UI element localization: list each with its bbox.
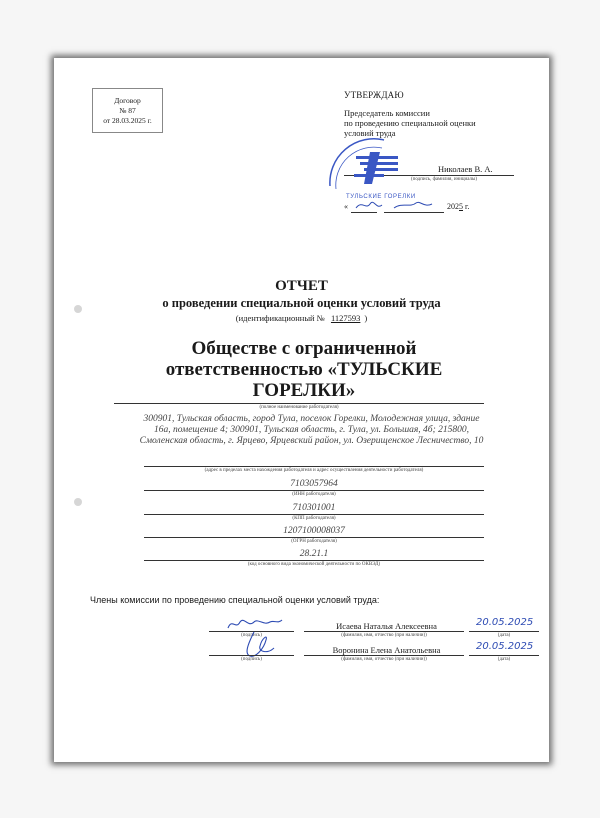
employer-kpp-caption: (КПП работодателя) [292,516,336,521]
employer-name: Обществе с ограниченной ответственностью «ТУЛЬСКИЕ ГОРЕЛКИ» [165,338,443,401]
approval-line-3: условий труда [344,128,396,138]
approval-block [344,90,476,138]
member-2-sign-line [209,655,294,656]
approval-heading: УТВЕРЖДАЮ [344,90,404,100]
employer-name-line [114,403,484,404]
report-title: ОТЧЕТ [275,278,328,294]
employer-address-caption: (адрес в пределах места нахождения работодателя и адрес осуществления деятельности работодателя) [204,468,424,473]
approval-date-year [447,202,469,211]
report-id-suffix: ) [364,313,368,323]
contract-label: Договор [114,96,141,105]
member-2-name-caption: (фамилия, имя, отчество (при наличии)) [341,657,427,662]
report-id-prefix: (идентификационный № [235,313,325,323]
contract-date: от 28.03.2025 г. [103,116,152,125]
employer-address: 300901, Тульская область, город Тула, поселок Горелки, Молодежная улица, здание 16а, помещение 4; 300901, Тульская область, г. Тула, ул. Большая, 4б; 215800, Смоленская область, г. Ярцево, Ярцевский район, ул. Озерищенское Лесничество, 10 [139,414,484,446]
employer-okved-caption: (код основного вида экономической деятельности по ОКВЭД) [247,562,381,567]
member-2-date: 20.05.2025 [476,641,534,652]
employer-ogrn-caption: (ОГРН работодателя) [291,539,337,544]
member-2-date-caption: (дата) [497,657,511,662]
employer-ogrn-line [144,537,484,538]
employer-okved: 28.21.1 [299,549,329,559]
chairman-signature [354,196,444,214]
employer-inn: 7103057964 [290,479,338,489]
report-id [54,313,549,323]
employer-name-caption: (полное наименование работодателя) [259,405,339,410]
employer-inn-line [144,490,484,491]
member-1-date-line [469,631,539,632]
punch-hole-bottom [74,498,82,506]
report-subtitle: о проведении специальной оценки условий труда [162,296,441,310]
member-2-sign-caption: (подпись) [241,657,262,662]
employer-address-line [144,466,484,467]
approval-name-caption: (подпись, фамилия, инициалы) [410,177,478,182]
approval-line-1: Председатель комиссии [344,108,430,118]
employer-inn-caption: (ИНН работодателя) [292,492,336,497]
company-stamp [324,134,424,204]
commission-heading: Члены комиссии по проведению специальной оценки условий труда: [90,595,380,605]
approval-name: Николаев В. А. [438,164,493,174]
approval-date-year-digit: 5 [459,202,463,211]
member-1-name: Исаева Наталья Алексеевна [336,621,437,631]
approval-date-suffix: г. [465,202,470,211]
employer-kpp: 710301001 [292,503,336,513]
approval-line-2: по проведению специальной оценки [344,118,476,128]
report-id-number: 1127593 [330,313,361,323]
member-2-name: Воронина Елена Анатольевна [332,645,441,655]
member-1-name-line [304,631,464,632]
employer-okved-line [144,560,484,561]
member-1-sign-caption: (подпись) [241,633,262,638]
member-1-date-caption: (дата) [497,633,511,638]
approval-date-year-text: 202 [447,202,459,211]
member-1-date: 20.05.2025 [476,617,534,628]
document-page [54,58,549,762]
contract-box [92,88,163,133]
approval-date-prefix: « [344,202,348,211]
contract-number: № 87 [119,106,136,115]
employer-ogrn: 1207100008037 [283,526,345,536]
stamp-text: ТУЛЬСКИЕ ГОРЕЛКИ [346,194,416,200]
member-2-date-line [469,655,539,656]
member-1-name-caption: (фамилия, имя, отчество (при наличии)) [341,633,427,638]
member-2-name-line [304,655,464,656]
employer-kpp-line [144,514,484,515]
